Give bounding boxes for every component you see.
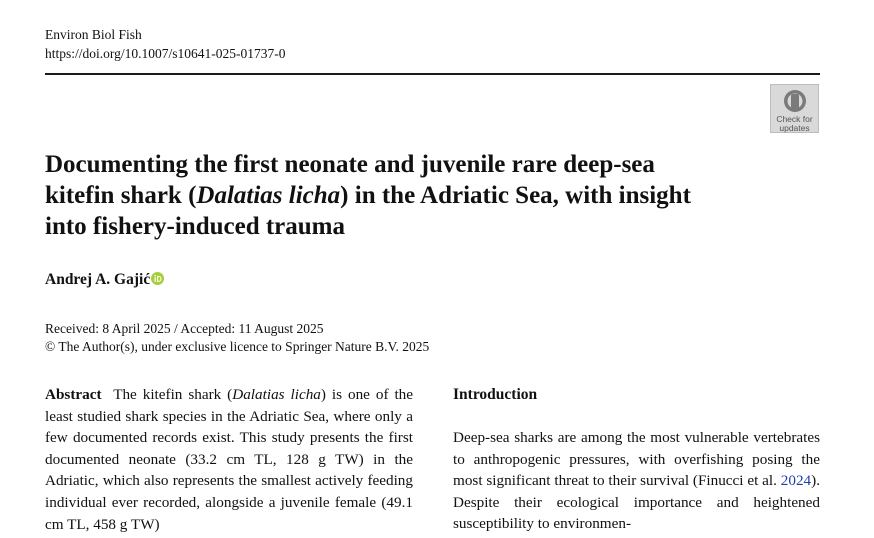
check-for-updates-line2: updates <box>779 122 810 133</box>
header-divider <box>45 73 820 75</box>
introduction-heading: Introduction <box>453 386 538 403</box>
check-for-updates-button[interactable] <box>770 84 819 133</box>
abstract-species: Dalatias licha <box>232 386 321 403</box>
abstract-paragraph <box>45 384 413 535</box>
citation-link[interactable]: 2024 <box>780 472 812 490</box>
author-line <box>45 270 164 290</box>
orcid-icon[interactable] <box>151 272 164 285</box>
copyright-notice: © The Author(s), under exclusive licence to Springer Nature B.V. 2025 <box>45 339 430 354</box>
article-dates: Received: 8 April 2025 / Accepted: 11 August 2025 <box>45 321 324 336</box>
journal-name: Environ Biol Fish <box>45 27 142 42</box>
introduction-paragraph <box>453 427 820 535</box>
title-part2: ) in the Adriatic Sea, with insight into fishery-induced trauma <box>45 182 691 240</box>
abstract-text-after: ) is one of the least studied shark species in the Adriatic Sea, where only a few documented records exist. This study presents the first documented neonate (33.2 cm TL, 128 g TW) in the Adriatic, which also represents the smallest actively feeding individual ever recorded, alongside a juvenile female (49.1 cm TL, 458 g TW) <box>45 386 413 533</box>
abstract-text-before: The kitefin shark ( <box>113 386 233 403</box>
introduction-text-after: ). Despite their ecological importance and heightened susceptibility to environmen- <box>453 472 820 533</box>
doi-link[interactable]: https://doi.org/10.1007/s10641-025-01737-0 <box>45 46 286 61</box>
author-name[interactable]: Andrej A. Gajić <box>45 271 151 288</box>
abstract-label: Abstract <box>45 386 102 403</box>
title-part1: Documenting the first neonate and juvenile rare deep-sea kitefin shark ( <box>45 151 655 209</box>
introduction-text-before: Deep-sea sharks are among the most vulnerable vertebrates to anthropogenic pressures, with overfishing posing the most significant threat to their survival (Finucci et al. <box>453 429 820 490</box>
check-for-updates-badge-icon <box>782 89 808 113</box>
title-species: Dalatias licha <box>196 182 341 209</box>
check-for-updates-line1: Check for <box>776 114 813 124</box>
article-title <box>45 149 705 242</box>
